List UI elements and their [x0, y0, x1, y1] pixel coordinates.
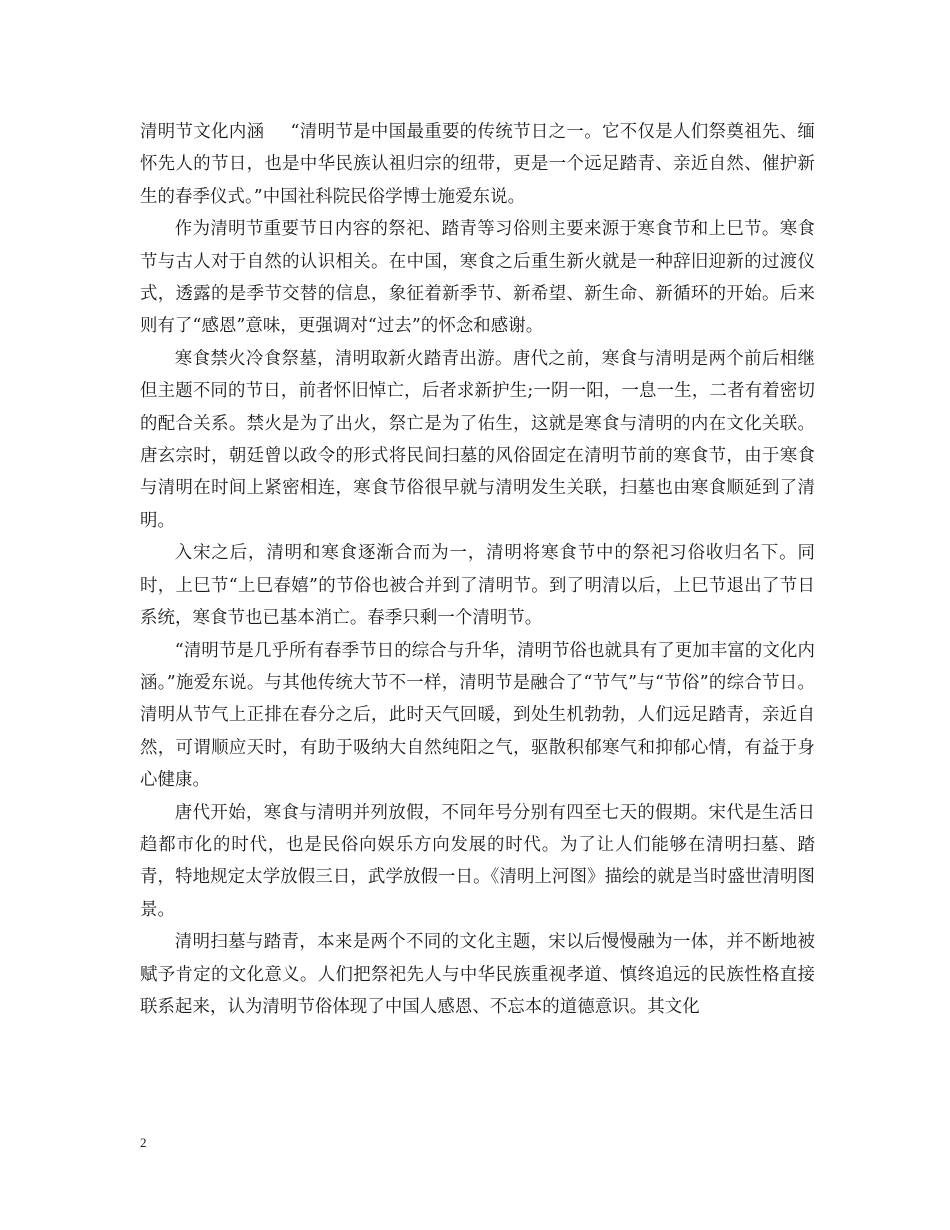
paragraph: 作为清明节重要节日内容的祭祀、踏青等习俗则主要来源于寒食节和上巳节。寒食节与古人对于自然的认识相关。在中国，寒食之后重生新火就是一种辞旧迎新的过渡仪式，透露的是季节交替的信息，象征着新季节、新希望、新生命、新循环的开始。后来则有了“感恩”意味，更强调对“过去”的怀念和感谢。 [140, 219, 815, 337]
paragraph: 清明扫墓与踏青，本来是两个不同的文化主题，宋以后慢慢融为一体，并不断地被赋予肯定的文化意义。人们把祭祀先人与中华民族重视孝道、慎终追远的民族性格直接联系起来，认为清明节俗体现了中国人感恩、不忘本的道德意识。其文化 [140, 932, 815, 1017]
document-title: 清明节文化内涵 [140, 122, 265, 142]
page-number: 2 [140, 1135, 147, 1150]
paragraph-text: “清明节是中国最重要的传统节日之一。它不仅是人们祭奠祖先、缅怀先人的节日，也是中华民族认祖归宗的纽带，更是一个远足踏青、亲近自然、催护新生的春季仪式。”中国社科院民俗学博士施爱东说。 [140, 122, 815, 207]
paragraph: “清明节是几乎所有春季节日的综合与升华，清明节俗也就具有了更加丰富的文化内涵。”施爱东说。与其他传统大节不一样，清明节是融合了“节气”与“节俗”的综合节日。清明从节气上正排在春分之后，此时天气回暖，到处生机勃勃，人们远足踏青，亲近自然，可谓顺应天时，有助于吸纳大自然纯阳之气，驱散积郁寒气和抑郁心情，有益于身心健康。 [140, 640, 815, 791]
paragraph: 寒食禁火冷食祭墓，清明取新火踏青出游。唐代之前，寒食与清明是两个前后相继但主题不同的节日，前者怀旧悼亡，后者求新护生;一阴一阳，一息一生，二者有着密切的配合关系。禁火是为了出火，祭亡是为了佑生，这就是寒食与清明的内在文化关联。唐玄宗时，朝廷曾以政令的形式将民间扫墓的风俗固定在清明节前的寒食节，由于寒食与清明在时间上紧密相连，寒食节俗很早就与清明发生关联，扫墓也由寒食顺延到了清明。 [140, 348, 815, 531]
paragraph-intro [140, 116, 815, 213]
paragraph: 入宋之后，清明和寒食逐渐合而为一，清明将寒食节中的祭祀习俗收归名下。同时，上巳节“上巳春嬉”的节俗也被合并到了清明节。到了明清以后，上巳节退出了节日系统，寒食节也已基本消亡。春季只剩一个清明节。 [140, 543, 815, 629]
document-body [140, 116, 815, 1023]
paragraph: 唐代开始，寒食与清明并列放假，不同年号分别有四至七天的假期。宋代是生活日趋都市化的时代，也是民俗向娱乐方向发展的时代。为了让人们能够在清明扫墓、踏青，特地规定太学放假三日，武学放假一日。《清明上河图》描绘的就是当时盛世清明图景。 [140, 802, 815, 920]
